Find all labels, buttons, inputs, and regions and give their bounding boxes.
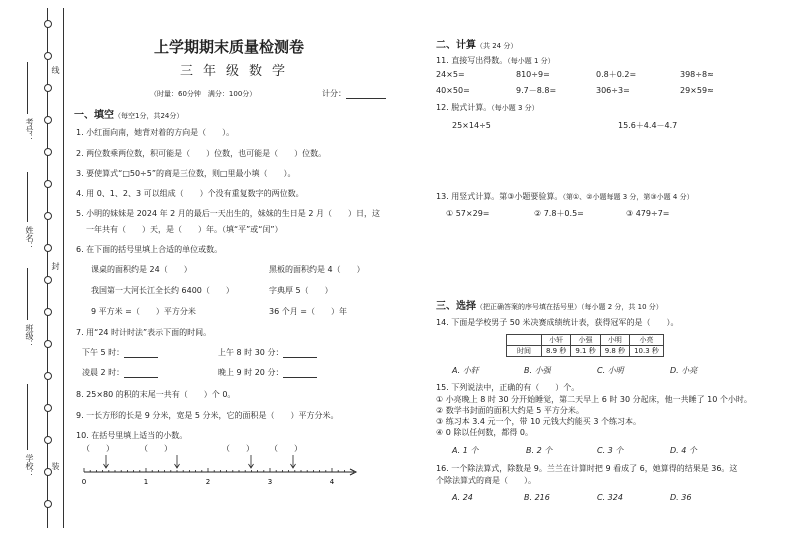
table-cell: 时间 bbox=[507, 346, 542, 357]
option-c: C. 小明 bbox=[597, 366, 624, 375]
cut-mark bbox=[44, 244, 52, 252]
table-header-row bbox=[507, 335, 664, 346]
axis-ticks bbox=[84, 468, 344, 472]
question-6-item: 字典厚 5（ ） bbox=[269, 286, 333, 295]
tick-label: 4 bbox=[329, 478, 335, 486]
table-cell: 小亮 bbox=[630, 335, 664, 346]
question-4: 4. 用 0、1、2、3 可以组成（ ）个没有重复数字的两位数。 bbox=[76, 189, 304, 198]
question-6-item: 9 平方米 =（ ）平方分米 bbox=[91, 307, 196, 316]
cut-mark bbox=[44, 276, 52, 284]
table-cell: 小轩 bbox=[542, 335, 571, 346]
option-a: A. 24 bbox=[452, 493, 473, 502]
exam-meta: （时量：60分钟 满分：100分） bbox=[150, 90, 257, 98]
question-11: 11. 直接写出得数。（每小题 1 分） bbox=[436, 56, 555, 65]
cut-mark bbox=[44, 180, 52, 188]
question-12: 12. 脱式计算。（每小题 3 分） bbox=[436, 103, 539, 112]
calc-item: 9.7－8.8= bbox=[516, 86, 557, 95]
name-label: 姓名： bbox=[25, 226, 34, 250]
bindline-word: 线 bbox=[51, 66, 60, 74]
calc-item: 398÷8≈ bbox=[680, 70, 714, 79]
tick-label: 3 bbox=[267, 478, 273, 486]
number-line bbox=[72, 441, 362, 487]
question-1: 1. 小红面向南，她背对着的方向是（ ）。 bbox=[76, 128, 235, 137]
statement-item: ① 小亮晚上 8 时 30 分开始睡觉，第二天早上 6 时 30 分起床，他一共睡了 10 个小时。 bbox=[436, 395, 752, 404]
class-blank bbox=[27, 268, 28, 320]
table-cell bbox=[507, 335, 542, 346]
exam-number-label: 考号： bbox=[25, 118, 34, 142]
option-d: D. 4 个 bbox=[670, 446, 697, 455]
question-9: 9. 一长方形的长是 9 分米，宽是 5 分米，它的面积是（ ）平方分米。 bbox=[76, 411, 339, 420]
statement-item: ③ 练习本 3.4 元一个，带 10 元钱大约能买 3 个练习本。 bbox=[436, 417, 641, 426]
answer-paren: （ ） bbox=[270, 444, 302, 453]
cut-mark bbox=[44, 308, 52, 316]
option-d: D. 36 bbox=[670, 493, 692, 502]
section-1-title: 一、填空（每空1分，共24分） bbox=[74, 110, 184, 121]
option-a: A. 小轩 bbox=[452, 366, 479, 375]
question-5-line-1: 5. 小明的妹妹是 2024 年 2 月的最后一天出生的，妹妹的生日是 2 月（ ）日，这 bbox=[76, 209, 380, 218]
section-2-title: 二、计算（共 24 分） bbox=[436, 40, 518, 51]
table-row bbox=[507, 346, 664, 357]
answer-blank bbox=[124, 369, 158, 378]
question-16-line-2: 个除法算式的商是（ ）。 bbox=[436, 476, 536, 485]
score-label: 计分： bbox=[322, 89, 386, 99]
cut-mark bbox=[44, 52, 52, 60]
question-10: 10. 在括号里填上适当的小数。 bbox=[76, 431, 188, 440]
question-6-item: 36 个月 =（ ）年 bbox=[269, 307, 347, 316]
question-7-item: 晚上 9 时 20 分： bbox=[218, 368, 317, 378]
exam-title: 上学期期末质量检测卷 bbox=[154, 38, 305, 56]
question-8: 8. 25×80 的积的末尾一共有（ ）个 0。 bbox=[76, 390, 236, 399]
option-c: C. 324 bbox=[597, 493, 623, 502]
cut-mark bbox=[44, 372, 52, 380]
section-3-title: 三、选择（把正确答案的序号填在括号里）（每小题 2 分，共 10 分） bbox=[436, 301, 663, 312]
calc-item: 25×14÷5 bbox=[452, 121, 491, 130]
question-6-item: 我国第一大河长江全长约 6400（ ） bbox=[91, 286, 234, 295]
cut-mark bbox=[44, 148, 52, 156]
question-3: 3. 要使算式“□50÷5”的商是三位数，则□里最小填（ ）。 bbox=[76, 169, 296, 178]
cut-mark bbox=[44, 404, 52, 412]
cut-mark bbox=[44, 212, 52, 220]
cut-mark bbox=[44, 436, 52, 444]
question-7: 7. 用“24 时计时法”表示下面的时间。 bbox=[76, 328, 212, 337]
table-cell: 小强 bbox=[571, 335, 600, 346]
answer-paren: （ ） bbox=[222, 444, 254, 453]
calc-item: 15.6＋4.4－4.7 bbox=[618, 121, 678, 130]
question-14: 14. 下面是学校男子 50 米决赛成绩统计表，获得冠军的是（ ）。 bbox=[436, 318, 679, 327]
calc-item: 24×5= bbox=[436, 70, 465, 79]
option-a: A. 1 个 bbox=[452, 446, 479, 455]
cut-mark bbox=[44, 500, 52, 508]
answer-blank bbox=[283, 369, 317, 378]
question-7-item: 下午 5 时： bbox=[82, 348, 158, 358]
name-blank bbox=[27, 172, 28, 222]
seal-word: 封 bbox=[51, 262, 60, 270]
question-7-item: 上午 8 时 30 分： bbox=[218, 348, 317, 358]
exam-number-blank bbox=[27, 62, 28, 114]
cut-mark bbox=[44, 116, 52, 124]
calc-item: 306÷3= bbox=[596, 86, 630, 95]
tick-label: 2 bbox=[205, 478, 211, 486]
question-16-line-1: 16. 一个除法算式，除数是 9。兰兰在计算时把 9 看成了 6，她算得的结果是 36。这 bbox=[436, 464, 738, 473]
calc-item: 40×50= bbox=[436, 86, 470, 95]
option-c: C. 3 个 bbox=[597, 446, 624, 455]
calc-item: 810÷9= bbox=[516, 70, 550, 79]
option-b: B. 2 个 bbox=[526, 446, 553, 455]
table-cell: 9.8 秒 bbox=[600, 346, 629, 357]
question-6: 6. 在下面的括号里填上合适的单位或数。 bbox=[76, 245, 223, 254]
question-15: 15. 下列说法中，正确的有（ ）个。 bbox=[436, 383, 580, 392]
calc-item: 0.8＋0.2= bbox=[596, 70, 637, 79]
option-b: B. 小强 bbox=[524, 366, 551, 375]
option-d: D. 小亮 bbox=[670, 366, 698, 375]
question-5-line-2: 一年共有（ ）天，是（ ）年。（填“平”或“闰”） bbox=[86, 225, 283, 234]
question-7-item: 凌晨 2 时： bbox=[82, 368, 158, 378]
question-6-item: 课桌的面积约是 24（ ） bbox=[91, 265, 192, 274]
calc-item: ③ 479÷7= bbox=[626, 209, 670, 218]
school-blank bbox=[27, 384, 28, 450]
table-cell: 10.3 秒 bbox=[630, 346, 664, 357]
table-cell: 小明 bbox=[600, 335, 629, 346]
pointer-arrows bbox=[104, 455, 296, 468]
binding-line-inner bbox=[63, 8, 64, 528]
cut-mark bbox=[44, 84, 52, 92]
calc-item: 29×59≈ bbox=[680, 86, 714, 95]
question-2: 2. 两位数乘两位数，积可能是（ ）位数，也可能是（ ）位数。 bbox=[76, 149, 327, 158]
answer-paren: （ ） bbox=[82, 444, 114, 453]
score-blank bbox=[346, 90, 386, 99]
tick-label: 0 bbox=[81, 478, 87, 486]
statement-item: ② 数学书封面的面积大约是 5 平方分米。 bbox=[436, 406, 584, 415]
cut-mark bbox=[44, 20, 52, 28]
class-label: 班级： bbox=[25, 324, 34, 348]
school-label: 学校： bbox=[25, 454, 34, 478]
cut-mark bbox=[44, 340, 52, 348]
results-table bbox=[506, 334, 664, 357]
table-cell: 9.1 秒 bbox=[571, 346, 600, 357]
answer-paren: （ ） bbox=[140, 444, 172, 453]
question-13: 13. 用竖式计算。第③小题要验算。（第①、②小题每题 3 分，第③小题 4 分） bbox=[436, 192, 694, 201]
statement-item: ④ 0 除以任何数，都得 0。 bbox=[436, 428, 533, 437]
calc-item: ② 7.8＋0.5= bbox=[534, 209, 584, 218]
exam-subtitle: 三年级数学 bbox=[180, 64, 296, 79]
option-b: B. 216 bbox=[524, 493, 550, 502]
table-cell: 8.9 秒 bbox=[542, 346, 571, 357]
seal-word-2: 装 bbox=[51, 462, 60, 470]
tick-label: 1 bbox=[143, 478, 149, 486]
answer-blank bbox=[283, 349, 317, 358]
question-6-item: 黑板的面积约是 4（ ） bbox=[269, 265, 365, 274]
answer-blank bbox=[124, 349, 158, 358]
calc-item: ① 57×29= bbox=[446, 209, 490, 218]
